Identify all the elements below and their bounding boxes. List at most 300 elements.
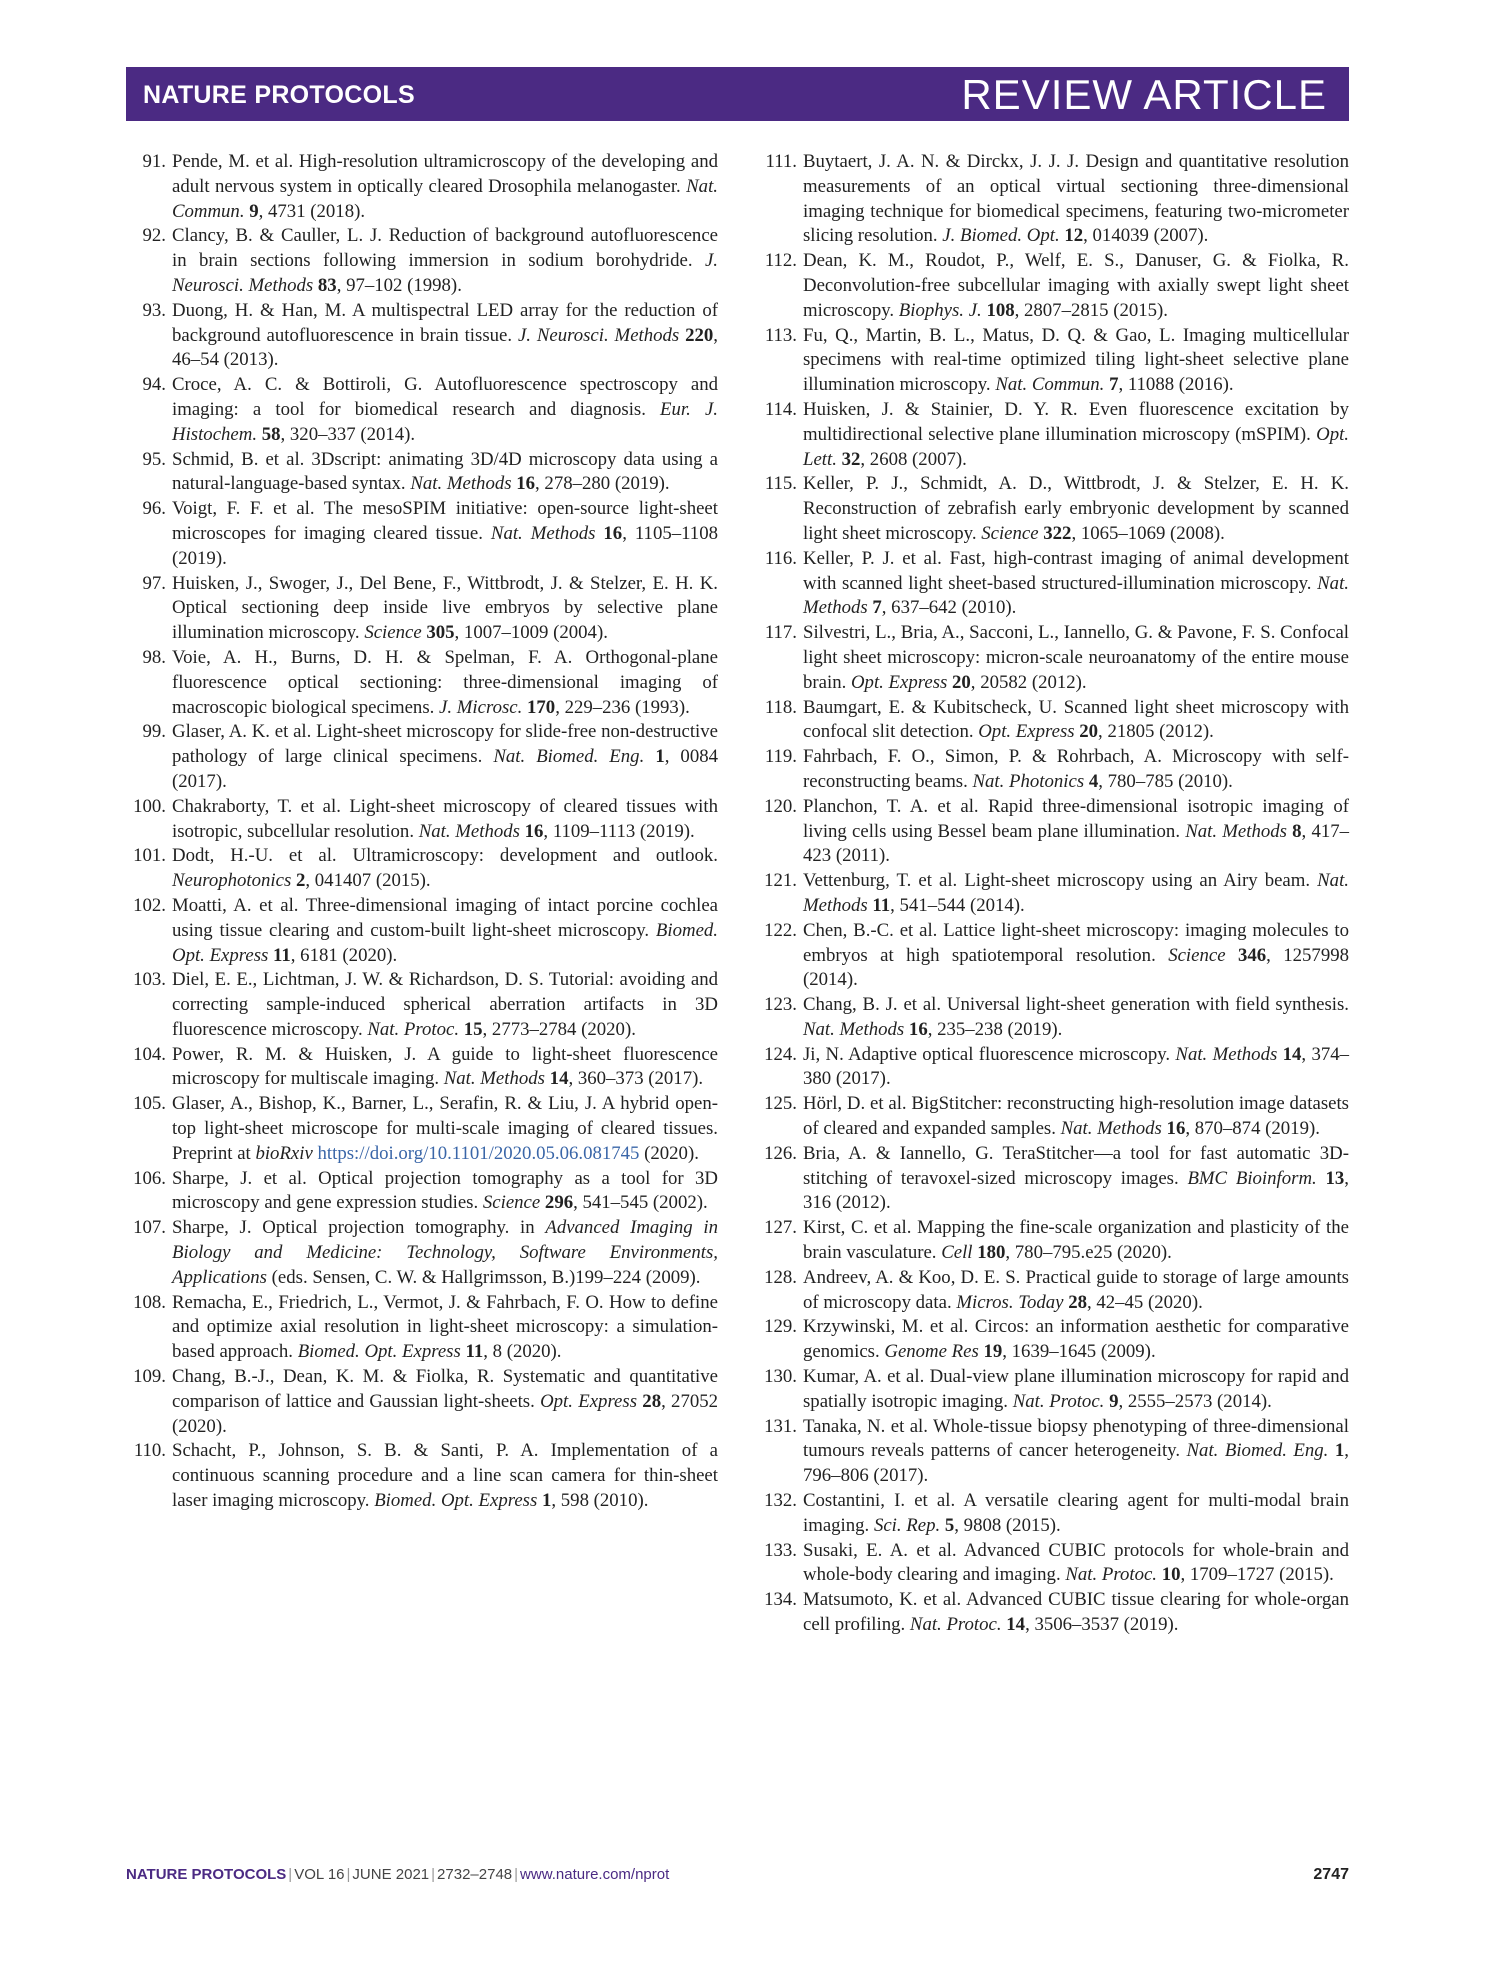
reference-volume: 7: [872, 597, 882, 619]
reference-authors-title: Hörl, D. et al. BigStitcher: reconstructing high-resolution image datasets of cleared and expanded samples.: [803, 1093, 1349, 1140]
reference-journal: Opt. Express: [540, 1390, 638, 1412]
reference-journal: Opt. Lett.: [803, 423, 1349, 470]
reference-volume: 11: [872, 894, 891, 916]
reference-text: [172, 373, 718, 447]
reference-item: [757, 745, 1349, 795]
reference-number: 122.: [764, 919, 797, 941]
reference-pages-year: , 1257998 (2014).: [803, 944, 1349, 991]
reference-pages-year: , 870–874 (2019).: [1185, 1118, 1320, 1140]
reference-volume: 170: [527, 696, 556, 718]
reference-authors-title: Silvestri, L., Bria, A., Sacconi, L., Iannello, G. & Pavone, F. S. Confocal light sheet microscopy: micron-scale neuroanatomy of the entire mouse brain.: [803, 622, 1349, 693]
reference-authors-title: Huisken, J. & Stainier, D. Y. R. Even fluorescence excitation by multidirectional selective plane illumination microscopy (mSPIM).: [803, 398, 1349, 445]
reference-text: [803, 324, 1349, 398]
reference-journal: Nat. Protoc.: [367, 1018, 460, 1040]
reference-text: [172, 1092, 718, 1166]
reference-pages-year: , 2608 (2007).: [860, 448, 967, 470]
reference-authors-title: Power, R. M. & Huisken, J. A guide to light-sheet fluorescence microscopy for multiscale imaging.: [172, 1043, 718, 1090]
reference-authors-title: Kirst, C. et al. Mapping the fine-scale organization and plasticity of the brain vasculature.: [803, 1217, 1349, 1264]
reference-pages-year: , 2807–2815 (2015).: [1014, 299, 1168, 321]
reference-pages-year: , 3506–3537 (2019).: [1025, 1614, 1179, 1636]
reference-text: [803, 1266, 1349, 1316]
reference-journal: Nat. Methods: [803, 572, 1349, 619]
reference-item: [757, 621, 1349, 695]
reference-pages-year: , 637–642 (2010).: [881, 597, 1017, 619]
reference-volume: 322: [1043, 522, 1072, 544]
reference-item: [757, 398, 1349, 472]
reference-text: [172, 646, 718, 720]
reference-volume: 296: [544, 1192, 574, 1214]
reference-pages-year: , 417–423 (2011).: [803, 820, 1350, 867]
reference-volume: 16: [524, 820, 544, 842]
reference-text: [172, 968, 718, 1042]
reference-journal: Micros. Today: [956, 1291, 1064, 1313]
reference-authors-title: Sharpe, J. et al. Optical projection tomography as a tool for 3D microscopy and gene expression studies.: [172, 1167, 718, 1214]
reference-item: [126, 299, 718, 373]
reference-item: [126, 1291, 718, 1365]
reference-text: [803, 993, 1349, 1043]
reference-text: [172, 1291, 718, 1365]
reference-journal: Genome Res: [884, 1341, 979, 1363]
reference-volume: 9: [249, 200, 259, 222]
reference-journal: Eur. J. Histochem.: [172, 398, 718, 445]
reference-number: 99.: [142, 721, 166, 743]
reference-text: [803, 696, 1349, 746]
reference-authors-title: Glaser, A. K. et al. Light-sheet microscopy for slide-free non-destructive pathology of large clinical specimens.: [172, 721, 718, 768]
reference-item: [126, 373, 718, 447]
reference-journal: Nat. Commun.: [172, 175, 718, 222]
reference-authors-title: Costantini, I. et al. A versatile clearing agent for multi-modal brain imaging.: [803, 1490, 1349, 1536]
reference-pages-year: , 278–280 (2019).: [535, 473, 670, 495]
reference-item: [757, 249, 1349, 323]
reference-volume: 1: [542, 1490, 552, 1512]
reference-pages-year: , 1105–1108 (2019).: [172, 522, 718, 569]
reference-journal: Nat. Methods: [410, 473, 512, 495]
reference-number: 118.: [764, 696, 797, 718]
reference-pages-year: , 541–545 (2002).: [573, 1192, 708, 1214]
reference-item: [126, 646, 718, 720]
reference-volume: 180: [977, 1242, 1006, 1264]
reference-item: [126, 1092, 718, 1166]
reference-text: [803, 1142, 1349, 1216]
reference-pages-year: (2020).: [639, 1142, 699, 1164]
reference-volume: 108: [986, 299, 1015, 321]
reference-number: 115.: [764, 473, 797, 495]
reference-authors-title: Sharpe, J. Optical projection tomography. in: [172, 1217, 546, 1239]
reference-item: [126, 1216, 718, 1290]
reference-journal: Biomed. Opt. Express: [374, 1490, 538, 1512]
reference-journal: Nat. Commun.: [995, 374, 1105, 396]
reference-authors-title: Ji, N. Adaptive optical fluorescence microscopy.: [803, 1043, 1176, 1065]
reference-pages-year: , 2555–2573 (2014).: [1118, 1390, 1272, 1412]
reference-authors-title: Buytaert, J. A. N. & Dirckx, J. J. J. Design and quantitative resolution measurements of an optical virtual sectioning three-dimensional imaging technique for biomedical specimens, featuring two-micrometer slicing resolution.: [803, 151, 1349, 247]
reference-pages-year: , 1109–1113 (2019).: [543, 820, 695, 842]
reference-volume: 14: [1282, 1043, 1302, 1065]
reference-authors-title: Pende, M. et al. High-resolution ultramicroscopy of the developing and adult nervous system in optically cleared Drosophila melanogaster.: [172, 151, 718, 197]
reference-item: [757, 1365, 1349, 1415]
reference-authors-title: Fahrbach, F. O., Simon, P. & Rohrbach, A. Microscopy with self-reconstructing beams.: [803, 746, 1349, 792]
reference-number: 131.: [764, 1415, 797, 1437]
reference-text: [803, 795, 1349, 869]
reference-volume: 11: [465, 1341, 484, 1363]
reference-item: [126, 448, 718, 498]
reference-text: [172, 844, 718, 894]
reference-authors-title: Fu, Q., Martin, B. L., Matus, D. Q. & Gao, L. Imaging multicellular specimens with real-time optimized tiling light-sheet selective plane illumination microscopy.: [803, 324, 1349, 396]
reference-journal: Nat. Methods: [490, 522, 596, 544]
reference-number: 113.: [764, 324, 797, 346]
reference-item: [757, 1315, 1349, 1365]
reference-volume: 58: [261, 423, 281, 445]
reference-journal: Nat. Protoc.: [1012, 1390, 1105, 1412]
reference-number: 129.: [764, 1316, 797, 1338]
reference-authors-title: Voigt, F. F. et al. The mesoSPIM initiative: open-source light-sheet microscopes for imaging cleared tissue.: [172, 498, 718, 544]
reference-authors-title: Voie, A. H., Burns, D. H. & Spelman, F. A. Orthogonal-plane fluorescence optical sectioning: three-dimensional imaging of macroscopic biological specimens.: [172, 646, 718, 718]
reference-number: 102.: [133, 894, 166, 916]
reference-journal: Opt. Express: [978, 721, 1075, 743]
reference-text: [172, 720, 718, 794]
reference-text: [803, 1043, 1349, 1093]
reference-item: [126, 720, 718, 794]
footer-journal: NATURE PROTOCOLS: [126, 1866, 287, 1883]
reference-text: [803, 249, 1349, 323]
reference-authors-title: Huisken, J., Swoger, J., Del Bene, F., Wittbrodt, J. & Stelzer, E. H. K. Optical sectioning deep inside live embryos by selective plane illumination microscopy.: [172, 572, 718, 644]
reference-number: 134.: [764, 1589, 797, 1611]
footer-volume: VOL 16: [294, 1866, 345, 1883]
reference-volume: 20: [1079, 721, 1099, 743]
reference-text: [172, 150, 718, 224]
reference-pages-year: , 796–806 (2017).: [803, 1440, 1349, 1487]
reference-number: 103.: [133, 969, 166, 991]
reference-volume: 8: [1292, 820, 1302, 842]
reference-number: 96.: [142, 498, 166, 520]
reference-pages-year: , 2773–2784 (2020).: [482, 1018, 636, 1040]
reference-item: [757, 869, 1349, 919]
reference-number: 101.: [133, 845, 166, 867]
reference-text: [803, 1489, 1349, 1539]
reference-authors-title: Croce, A. C. & Bottiroli, G. Autofluorescence spectroscopy and imaging: a tool for biomedical research and diagnosis.: [172, 374, 718, 420]
reference-journal: Science: [364, 622, 422, 644]
reference-pages-year: , 27052 (2020).: [172, 1390, 719, 1437]
reference-journal: Nat. Methods: [418, 820, 520, 842]
reference-pages-year: (eds. Sensen, C. W. & Hallgrimsson, B.)199–224 (2009).: [266, 1266, 701, 1288]
reference-number: 92.: [142, 225, 166, 247]
reference-text: [803, 472, 1349, 546]
reference-item: [126, 150, 718, 224]
reference-doi-link[interactable]: https://doi.org/10.1101/2020.05.06.081745: [317, 1142, 640, 1164]
reference-volume: 28: [642, 1390, 662, 1412]
reference-number: 124.: [764, 1043, 797, 1065]
reference-item: [757, 795, 1349, 869]
reference-item: [757, 1588, 1349, 1638]
reference-text: [172, 1167, 718, 1217]
reference-volume: 1: [655, 746, 665, 768]
reference-authors-title: Planchon, T. A. et al. Rapid three-dimensional isotropic imaging of living cells using Bessel beam plane illumination.: [803, 795, 1349, 842]
reference-volume: 10: [1161, 1564, 1181, 1586]
reference-item: [126, 572, 718, 646]
reference-item: [757, 1043, 1349, 1093]
reference-journal: Nat. Protoc.: [909, 1614, 1002, 1636]
reference-volume: 12: [1064, 225, 1084, 247]
reference-number: 125.: [764, 1093, 797, 1115]
reference-volume: 2: [296, 870, 306, 892]
reference-item: [757, 1415, 1349, 1489]
reference-pages-year: , 1007–1009 (2004).: [454, 622, 608, 644]
reference-pages-year: , 0084 (2017).: [172, 746, 718, 792]
reference-volume: 14: [1006, 1614, 1026, 1636]
reference-authors-title: Keller, P. J. et al. Fast, high-contrast imaging of animal development with scanned light sheet-based structured-illumination microscopy.: [803, 547, 1349, 594]
reference-pages-year: , 041407 (2015).: [305, 870, 431, 892]
reference-journal: Nat. Biomed. Eng.: [493, 746, 645, 768]
reference-pages-year: , 541–544 (2014).: [890, 894, 1025, 916]
reference-pages-year: , 1639–1645 (2009).: [1002, 1341, 1156, 1363]
reference-number: 95.: [142, 448, 166, 470]
reference-text: [172, 448, 718, 498]
reference-journal: Sci. Rep.: [873, 1514, 941, 1536]
reference-authors-title: Glaser, A., Bishop, K., Barner, L., Serafin, R. & Liu, J. A hybrid open-top light-sheet microscope for multi-scale imaging of cleared tissues. Preprint at: [172, 1093, 718, 1164]
reference-volume: 16: [516, 473, 536, 495]
reference-number: 126.: [764, 1142, 797, 1164]
reference-authors-title: Clancy, B. & Cauller, L. J. Reduction of background autofluorescence in brain sections following immersion in sodium borohydride.: [172, 225, 718, 272]
reference-text: [803, 1315, 1349, 1365]
footer-url-link[interactable]: www.nature.com/nprot: [520, 1866, 670, 1883]
reference-authors-title: Susaki, E. A. et al. Advanced CUBIC protocols for whole-brain and whole-body clearing and imaging.: [803, 1539, 1349, 1586]
reference-volume: 19: [983, 1341, 1003, 1363]
reference-number: 110.: [133, 1440, 166, 1462]
reference-text: [172, 894, 718, 968]
journal-header-bar: [126, 67, 1349, 121]
reference-pages-year: , 780–795.e25 (2020).: [1005, 1242, 1172, 1264]
reference-text: [803, 1588, 1349, 1638]
reference-number: 98.: [142, 646, 166, 668]
footer-pages: 2732–2748: [437, 1866, 513, 1883]
reference-pages-year: , 598 (2010).: [551, 1490, 649, 1512]
reference-text: [172, 1216, 718, 1290]
reference-number: 121.: [764, 870, 797, 892]
references-column-left: [126, 150, 718, 1514]
reference-item: [757, 1092, 1349, 1142]
reference-number: 100.: [133, 795, 166, 817]
reference-journal: Science: [981, 522, 1039, 544]
reference-journal: Nat. Methods: [443, 1068, 545, 1090]
article-type: REVIEW ARTICLE: [961, 71, 1327, 118]
reference-number: 93.: [142, 299, 166, 321]
reference-number: 97.: [142, 572, 166, 594]
reference-item: [757, 1216, 1349, 1266]
journal-name: NATURE PROTOCOLS: [143, 81, 415, 109]
reference-journal: Nat. Biomed. Eng.: [1186, 1440, 1329, 1462]
reference-volume: 83: [317, 274, 337, 296]
reference-text: [172, 1439, 718, 1513]
reference-number: 123.: [764, 994, 797, 1016]
reference-text: [172, 497, 718, 571]
reference-pages-year: , 21805 (2012).: [1098, 721, 1214, 743]
reference-number: 105.: [133, 1093, 166, 1115]
reference-pages-year: , 20582 (2012).: [970, 671, 1087, 693]
reference-item: [757, 547, 1349, 621]
reference-journal: Nat. Methods: [803, 870, 1349, 916]
reference-volume: 7: [1109, 374, 1119, 396]
reference-text: [172, 299, 718, 373]
reference-text: [803, 1415, 1349, 1489]
reference-volume: 13: [1325, 1167, 1345, 1189]
reference-journal: Science: [482, 1192, 541, 1214]
reference-journal: J. Microsc.: [439, 696, 523, 718]
references-column-right: [757, 150, 1349, 1638]
reference-item: [126, 894, 718, 968]
reference-item: [757, 472, 1349, 546]
reference-volume: 32: [841, 448, 861, 470]
reference-authors-title: Duong, H. & Han, M. A multispectral LED array for the reduction of background autofluorescence in brain tissue.: [172, 299, 718, 346]
reference-text: [803, 869, 1349, 919]
reference-pages-year: , 8 (2020).: [483, 1341, 562, 1363]
reference-pages-year: , 97–102 (1998).: [336, 274, 462, 296]
reference-number: 112.: [764, 250, 797, 272]
reference-authors-title: Chen, B.-C. et al. Lattice light-sheet microscopy: imaging molecules to embryos at high spatiotemporal resolution.: [803, 919, 1349, 966]
reference-authors-title: Chang, B.-J., Dean, K. M. & Fiolka, R. Systematic and quantitative comparison of lattice and Gaussian light-sheets.: [172, 1366, 718, 1412]
reference-number: 132.: [764, 1490, 797, 1512]
reference-pages-year: , 229–236 (1993).: [555, 696, 690, 718]
reference-text: [172, 1043, 718, 1093]
reference-authors-title: Chang, B. J. et al. Universal light-sheet generation with field synthesis.: [803, 994, 1349, 1016]
reference-authors-title: Kumar, A. et al. Dual-view plane illumination microscopy for rapid and spatially isotropic imaging.: [803, 1366, 1349, 1412]
reference-text: [803, 1216, 1349, 1266]
reference-item: [126, 795, 718, 845]
reference-journal: J. Neurosci. Methods: [172, 250, 718, 296]
reference-journal: Biophys. J.: [898, 299, 982, 321]
reference-item: [126, 1365, 718, 1439]
reference-journal: Nat. Protoc.: [1065, 1564, 1157, 1586]
reference-item: [757, 1266, 1349, 1316]
reference-item: [757, 150, 1349, 249]
reference-journal: Advanced Imaging in Biology and Medicine: Technology, Software Environments, Applications: [172, 1217, 718, 1288]
reference-volume: 16: [603, 522, 623, 544]
reference-volume: 11: [273, 944, 291, 966]
reference-authors-title: Diel, E. E., Lichtman, J. W. & Richardson, D. S. Tutorial: avoiding and correcting sample-induced spherical aberration artifacts in 3D fluorescence microscopy.: [172, 969, 718, 1040]
reference-number: 128.: [764, 1266, 797, 1288]
reference-authors-title: Matsumoto, K. et al. Advanced CUBIC tissue clearing for whole-organ cell profiling.: [803, 1589, 1349, 1636]
reference-pages-year: , 374–380 (2017).: [803, 1043, 1350, 1090]
reference-text: [803, 150, 1349, 249]
reference-journal: J. Biomed. Opt.: [942, 225, 1060, 247]
reference-authors-title: Dean, K. M., Roudot, P., Welf, E. S., Danuser, G. & Fiolka, R. Deconvolution-free subcellular imaging with axially swept light sheet microscopy.: [803, 250, 1349, 321]
reference-pages-year: , 9808 (2015).: [954, 1514, 1061, 1536]
reference-pages-year: , 316 (2012).: [803, 1167, 1349, 1214]
reference-number: 116.: [764, 547, 797, 569]
reference-pages-year: , 235–238 (2019).: [927, 1018, 1063, 1040]
reference-pages-year: , 1065–1069 (2008).: [1071, 522, 1225, 544]
reference-volume: 220: [685, 324, 714, 346]
reference-journal: Nat. Methods: [803, 1018, 905, 1040]
reference-pages-year: , 6181 (2020).: [290, 944, 398, 966]
reference-volume: 4: [1088, 770, 1099, 792]
reference-authors-title: Bria, A. & Iannello, G. TeraStitcher—a tool for fast automatic 3D-stitching of teravoxel-sized microscopy images.: [803, 1142, 1349, 1189]
reference-item: [126, 968, 718, 1042]
reference-authors-title: Schmid, B. et al. 3Dscript: animating 3D/4D microscopy data using a natural-language-based syntax.: [172, 448, 718, 495]
reference-text: [803, 1539, 1349, 1589]
reference-number: 130.: [764, 1366, 797, 1388]
reference-authors-title: Vettenburg, T. et al. Light-sheet microscopy using an Airy beam.: [803, 870, 1318, 892]
reference-pages-year: , 1709–1727 (2015).: [1180, 1564, 1334, 1586]
reference-journal: bioRxiv: [255, 1142, 313, 1164]
reference-authors-title: Andreev, A. & Koo, D. E. S. Practical guide to storage of large amounts of microscopy data.: [803, 1266, 1349, 1313]
reference-journal: Neurophotonics: [172, 870, 292, 892]
reference-text: [172, 795, 718, 845]
reference-number: 133.: [764, 1539, 797, 1561]
reference-number: 94.: [142, 374, 166, 396]
reference-pages-year: , 4731 (2018).: [258, 200, 366, 222]
reference-pages-year: , 42–45 (2020).: [1086, 1291, 1203, 1313]
reference-journal: BMC Bioinform.: [1187, 1167, 1317, 1189]
reference-journal: Nat. Methods: [1060, 1118, 1162, 1140]
reference-volume: 14: [549, 1068, 569, 1090]
reference-volume: 16: [908, 1018, 928, 1040]
footer-citation: NATURE PROTOCOLS | VOL 16 | JUNE 2021 | 2732–2748 | www.nature.com/nprot: [126, 1866, 670, 1883]
reference-number: 91.: [142, 151, 166, 172]
reference-volume: 305: [426, 622, 455, 644]
reference-journal: J. Neurosci. Methods: [517, 324, 680, 346]
reference-journal: Biomed. Opt. Express: [172, 919, 718, 966]
reference-journal: Cell: [941, 1242, 973, 1264]
reference-item: [126, 1043, 718, 1093]
reference-authors-title: Dodt, H.-U. et al. Ultramicroscopy: development and outlook.: [172, 845, 718, 867]
reference-volume: 346: [1237, 944, 1267, 966]
reference-item: [126, 844, 718, 894]
reference-volume: 15: [463, 1018, 483, 1040]
reference-journal: Opt. Express: [850, 671, 948, 693]
reference-number: 104.: [133, 1043, 166, 1065]
reference-item: [126, 497, 718, 571]
reference-text: [803, 547, 1349, 621]
reference-item: [757, 993, 1349, 1043]
reference-authors-title: Chakraborty, T. et al. Light-sheet microscopy of cleared tissues with isotropic, subcellular resolution.: [172, 795, 718, 842]
reference-number: 107.: [133, 1217, 166, 1239]
reference-pages-year: , 46–54 (2013).: [172, 324, 718, 371]
reference-pages-year: , 014039 (2007).: [1083, 225, 1209, 247]
reference-item: [757, 324, 1349, 398]
reference-authors-title: Baumgart, E. & Kubitscheck, U. Scanned light sheet microscopy with confocal slit detection.: [803, 696, 1349, 743]
reference-text: [172, 224, 718, 298]
reference-item: [757, 919, 1349, 993]
reference-number: 114.: [764, 398, 797, 420]
reference-pages-year: , 780–785 (2010).: [1098, 770, 1233, 792]
reference-number: 106.: [133, 1167, 166, 1189]
reference-volume: 20: [952, 671, 971, 693]
reference-authors-title: Moatti, A. et al. Three-dimensional imaging of intact porcine cochlea using tissue clearing and custom-built light-sheet microscopy.: [172, 894, 718, 941]
reference-journal: Nat. Methods: [1175, 1043, 1278, 1065]
reference-text: [803, 398, 1349, 472]
reference-authors-title: Schacht, P., Johnson, S. B. & Santi, P. A. Implementation of a continuous scanning procedure and a line scan camera for thin-sheet laser imaging microscopy.: [172, 1440, 718, 1512]
reference-text: [803, 1092, 1349, 1142]
reference-number: 111.: [765, 151, 797, 172]
reference-journal: Science: [1168, 944, 1226, 966]
reference-authors-title: Tanaka, N. et al. Whole-tissue biopsy phenotyping of three-dimensional tumours reveals patterns of cancer heterogeneity.: [803, 1415, 1349, 1462]
reference-authors-title: Krzywinski, M. et al. Circos: an information aesthetic for comparative genomics.: [803, 1316, 1349, 1363]
reference-volume: 1: [1334, 1440, 1345, 1462]
reference-item: [757, 1539, 1349, 1589]
reference-journal: Biomed. Opt. Express: [297, 1341, 461, 1363]
reference-number: 127.: [764, 1217, 797, 1239]
reference-number: 117.: [764, 622, 797, 644]
reference-text: [172, 1365, 718, 1439]
page-footer: [126, 1866, 1349, 1888]
reference-number: 108.: [133, 1291, 166, 1313]
reference-item: [126, 224, 718, 298]
reference-volume: 28: [1068, 1291, 1087, 1313]
reference-item: [126, 1439, 718, 1513]
reference-item: [757, 1489, 1349, 1539]
reference-number: 120.: [764, 795, 797, 817]
page-number: 2747: [1313, 1866, 1349, 1883]
reference-text: [803, 621, 1349, 695]
